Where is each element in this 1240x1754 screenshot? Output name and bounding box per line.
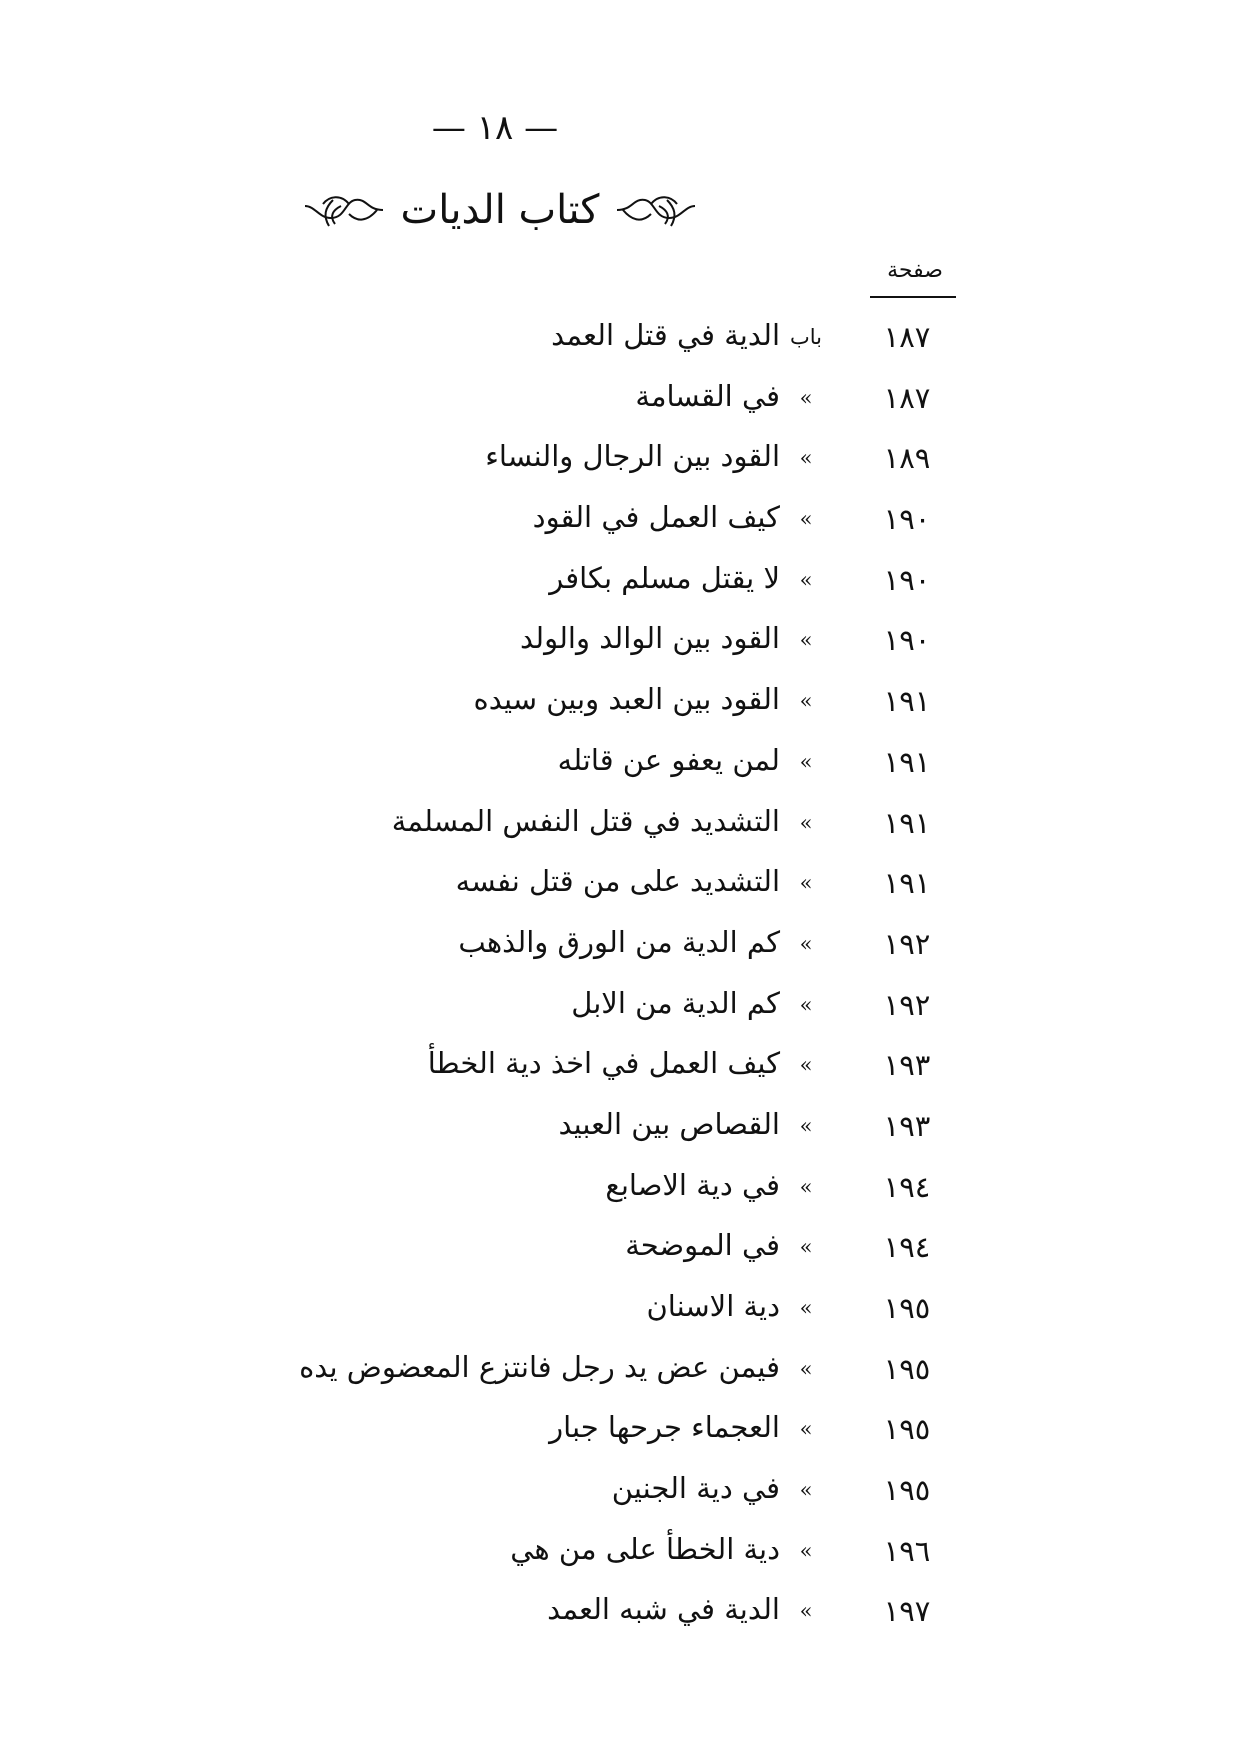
toc-row xyxy=(230,671,970,732)
toc-page-number: ١٩٥ xyxy=(883,1412,931,1447)
toc-marker: » xyxy=(799,1113,813,1138)
toc-row xyxy=(230,1035,970,1096)
toc-title: في دية الاصابع xyxy=(605,1167,780,1202)
toc-page-number: ١٩١ xyxy=(883,684,931,719)
toc-row xyxy=(230,489,970,550)
toc-page-number: ١٩٥ xyxy=(883,1291,931,1325)
toc-marker: » xyxy=(799,992,813,1017)
toc-row xyxy=(230,1217,970,1278)
toc-marker: » xyxy=(799,810,813,835)
toc-marker: » xyxy=(799,507,813,532)
toc-row xyxy=(230,1399,970,1460)
table-of-contents xyxy=(230,307,970,1642)
toc-page-number: ١٨٧ xyxy=(883,380,931,415)
toc-page-number: ١٩٤ xyxy=(883,1230,931,1265)
toc-title: كيف العمل في اخذ دية الخطأ xyxy=(427,1046,780,1081)
header-rule xyxy=(870,296,956,298)
toc-page-number: ١٩٠ xyxy=(883,562,931,597)
toc-title: العجماء جرحها جبار xyxy=(549,1410,780,1445)
toc-page-number: ١٩٦ xyxy=(883,1533,931,1568)
toc-marker: » xyxy=(799,446,813,471)
toc-row xyxy=(230,428,970,489)
toc-row xyxy=(230,550,970,611)
toc-marker: باب xyxy=(789,325,822,349)
toc-marker: » xyxy=(799,1538,813,1563)
toc-marker: » xyxy=(799,1356,813,1381)
toc-page-number: ١٩٣ xyxy=(883,1048,931,1083)
toc-row xyxy=(230,1339,970,1400)
toc-row xyxy=(230,1521,970,1582)
toc-marker: » xyxy=(799,1417,813,1442)
toc-row xyxy=(230,793,970,854)
toc-page-number: ١٩٧ xyxy=(883,1594,931,1629)
toc-page-number: ١٩٥ xyxy=(883,1473,931,1508)
toc-page-number: ١٩٤ xyxy=(883,1169,931,1204)
toc-title: القود بين الوالد والولد xyxy=(520,621,780,656)
toc-marker: » xyxy=(799,871,813,896)
toc-marker: » xyxy=(799,628,813,653)
toc-row xyxy=(230,1581,970,1642)
toc-page-number: ١٩١ xyxy=(883,744,931,779)
toc-title: لمن يعفو عن قاتله xyxy=(557,742,780,777)
toc-row xyxy=(230,1157,970,1218)
toc-page-number: ١٩١ xyxy=(883,866,931,901)
toc-marker: » xyxy=(799,1174,813,1199)
toc-page-number: ١٩٢ xyxy=(883,926,931,961)
section-title: كتاب الديات xyxy=(400,187,600,233)
toc-row xyxy=(230,1278,970,1339)
toc-page-number: ١٩٥ xyxy=(883,1351,931,1386)
toc-row xyxy=(230,975,970,1036)
toc-marker: » xyxy=(799,1053,813,1078)
toc-page-number: ١٩٣ xyxy=(883,1108,931,1143)
toc-row xyxy=(230,1096,970,1157)
toc-marker: » xyxy=(799,1235,813,1260)
toc-title: كيف العمل في القود xyxy=(532,500,780,535)
toc-page-number: ١٩٠ xyxy=(883,502,931,537)
toc-title: لا يقتل مسلم بكافر xyxy=(549,560,780,595)
toc-title: في الموضحة xyxy=(625,1228,780,1263)
toc-marker: » xyxy=(799,1296,813,1320)
toc-row xyxy=(230,610,970,671)
toc-title: القود بين الرجال والنساء xyxy=(485,439,780,474)
toc-marker: » xyxy=(799,689,813,714)
toc-row xyxy=(230,732,970,793)
toc-marker: » xyxy=(799,931,813,956)
toc-row xyxy=(230,368,970,429)
toc-row xyxy=(230,914,970,975)
toc-marker: » xyxy=(799,385,813,410)
toc-page-number: ١٨٧ xyxy=(883,320,931,354)
right-ornament-icon xyxy=(303,188,385,232)
page-column-header: صفحة xyxy=(887,258,943,283)
page-number: — ١٨ — xyxy=(431,108,559,148)
toc-page-number: ١٩٢ xyxy=(883,987,931,1022)
toc-title: القود بين العبد وبين سيده xyxy=(473,682,780,717)
section-heading xyxy=(280,175,720,245)
toc-row xyxy=(230,307,970,368)
toc-title: في دية الجنين xyxy=(611,1471,780,1506)
toc-page-number: ١٩١ xyxy=(883,805,931,840)
toc-marker: » xyxy=(799,567,813,592)
toc-title: فيمن عض يد رجل فانتزع المعضوض يده xyxy=(299,1349,780,1384)
toc-title: في القسامة xyxy=(635,378,780,413)
toc-title: التشديد على من قتل نفسه xyxy=(455,864,780,899)
toc-title: كم الدية من الابل xyxy=(571,985,780,1020)
toc-title: التشديد في قتل النفس المسلمة xyxy=(391,803,780,838)
toc-marker: » xyxy=(799,1599,813,1624)
toc-marker: » xyxy=(799,1478,813,1503)
toc-marker: » xyxy=(799,749,813,774)
toc-row xyxy=(230,1460,970,1521)
toc-row xyxy=(230,853,970,914)
toc-title: دية الاسنان xyxy=(646,1289,780,1323)
toc-title: الدية في قتل العمد xyxy=(551,318,780,352)
toc-title: الدية في شبه العمد xyxy=(547,1592,780,1627)
toc-title: دية الخطأ على من هي xyxy=(510,1531,780,1566)
toc-title: كم الدية من الورق والذهب xyxy=(458,924,780,959)
toc-page-number: ١٩٠ xyxy=(883,623,931,658)
toc-page-number: ١٨٩ xyxy=(883,441,931,476)
left-ornament-icon xyxy=(615,188,697,232)
toc-title: القصاص بين العبيد xyxy=(558,1106,780,1141)
